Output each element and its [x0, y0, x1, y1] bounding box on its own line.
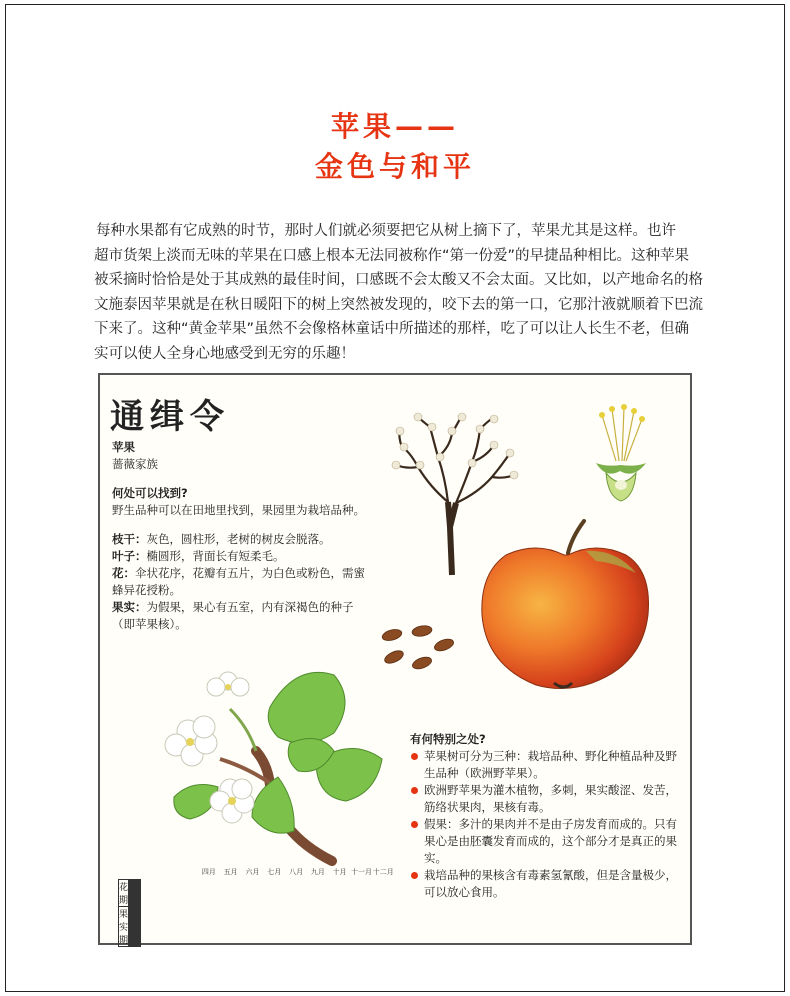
species-info — [112, 439, 374, 633]
month-label: 四月 — [201, 868, 216, 876]
where-question: 何处可以找到? — [112, 486, 188, 500]
trait-fruit — [112, 599, 374, 633]
special-item: 欧洲野苹果为灌木植物，多刺，果实酸涩、发苦，筋络状果肉，果核有毒。 — [410, 782, 680, 816]
page — [5, 4, 785, 992]
intro-line: 文施泰因苹果就是在秋日暖阳下的树上突然被发现的，咬下去的第一口，它那汁液就顺着下巴流 — [94, 296, 703, 313]
special-item: 苹果树可分为三种：栽培品种、野化种植品种及野生品种（欧洲野苹果）。 — [410, 748, 680, 782]
calendar-row-bloom — [119, 880, 141, 907]
intro-line: 每种水果都有它成熟的时节，那时人们就必须要把它从树上摘下了，苹果尤其是这样。也许 — [96, 223, 676, 239]
calendar-cell — [140, 907, 141, 947]
trait-label: 枝干： — [112, 532, 147, 546]
trait-text: 伞状花序，花瓣有五片，为白色或粉色，需蜜蜂异花授粉。 — [112, 566, 365, 597]
calendar-row-fruit — [119, 907, 141, 947]
calendar-cell — [140, 880, 141, 907]
month-label: 五月 — [223, 868, 238, 876]
special-section — [410, 731, 680, 901]
species-family: 蔷薇家族 — [112, 457, 158, 471]
month-label: 六月 — [245, 868, 260, 876]
special-item: 栽培品种的果核含有毒素氢氰酸，但是含量极少，可以放心食用。 — [410, 867, 680, 901]
trait-label: 花： — [112, 566, 135, 580]
intro-line: 实可以使人全身心地感受到无穷的乐趣！ — [94, 345, 355, 362]
month-label: 十月 — [332, 868, 347, 876]
page-title: 苹果—— — [330, 110, 459, 143]
trait-label: 果实： — [112, 600, 147, 614]
intro-line: 被采摘时恰恰是处于其成熟的最佳时间，口感既不会太酸又不会太面。又比如，以产地命名的格 — [94, 272, 703, 288]
month-label: 七月 — [267, 868, 282, 876]
month-label: 八月 — [289, 868, 304, 876]
trait-label: 叶子： — [112, 549, 147, 563]
trait-leaf — [112, 548, 374, 565]
apple-illustration — [476, 515, 656, 693]
apple-branch-illustration — [120, 647, 390, 871]
special-list — [410, 748, 680, 901]
special-heading: 有何特别之处? — [410, 732, 486, 746]
seeds-illustration — [378, 621, 458, 675]
page-subtitle: 金色与和平 — [314, 150, 475, 183]
wanted-heading: 通缉令 — [110, 397, 230, 437]
special-item: 假果：多汁的果肉并不是由子房发育而成的。只有果心是由胚囊发育而成的，这个部分才是真正的果实。 — [410, 816, 680, 867]
trait-text: 灰色，圆柱形，老树的树皮会脱落。 — [146, 532, 331, 546]
species-name: 苹果 — [112, 440, 135, 454]
flower-cross-section-illustration — [586, 401, 656, 513]
month-label: 十一月 — [350, 868, 372, 876]
trait-trunk — [112, 531, 374, 548]
calendar-row-label: 果实期 — [119, 907, 129, 947]
trait-text: 为假果，果心有五室，内有深褐色的种子（即苹果核）。 — [112, 600, 354, 631]
trait-text: 椭圆形，背面长有短柔毛。 — [146, 549, 285, 563]
where-answer: 野生品种可以在田地里找到，果园里为栽培品种。 — [112, 503, 365, 517]
trait-flower — [112, 565, 374, 599]
intro-line: 下来了。这种“黄金苹果”虽然不会像格林童话中所描述的那样，吃了可以让人长生不老，但确 — [94, 321, 690, 337]
intro-paragraph — [94, 219, 704, 366]
month-label: 九月 — [310, 868, 325, 876]
wanted-card — [98, 373, 692, 945]
intro-line: 超市货架上淡而无味的苹果在口感上根本无法同被称作“第一份爱”的早捷品种相比。这种苹果 — [94, 247, 690, 264]
calendar-grid — [118, 879, 141, 947]
calendar-row-label: 花 期 — [119, 880, 129, 907]
month-label: 十二月 — [372, 868, 394, 876]
